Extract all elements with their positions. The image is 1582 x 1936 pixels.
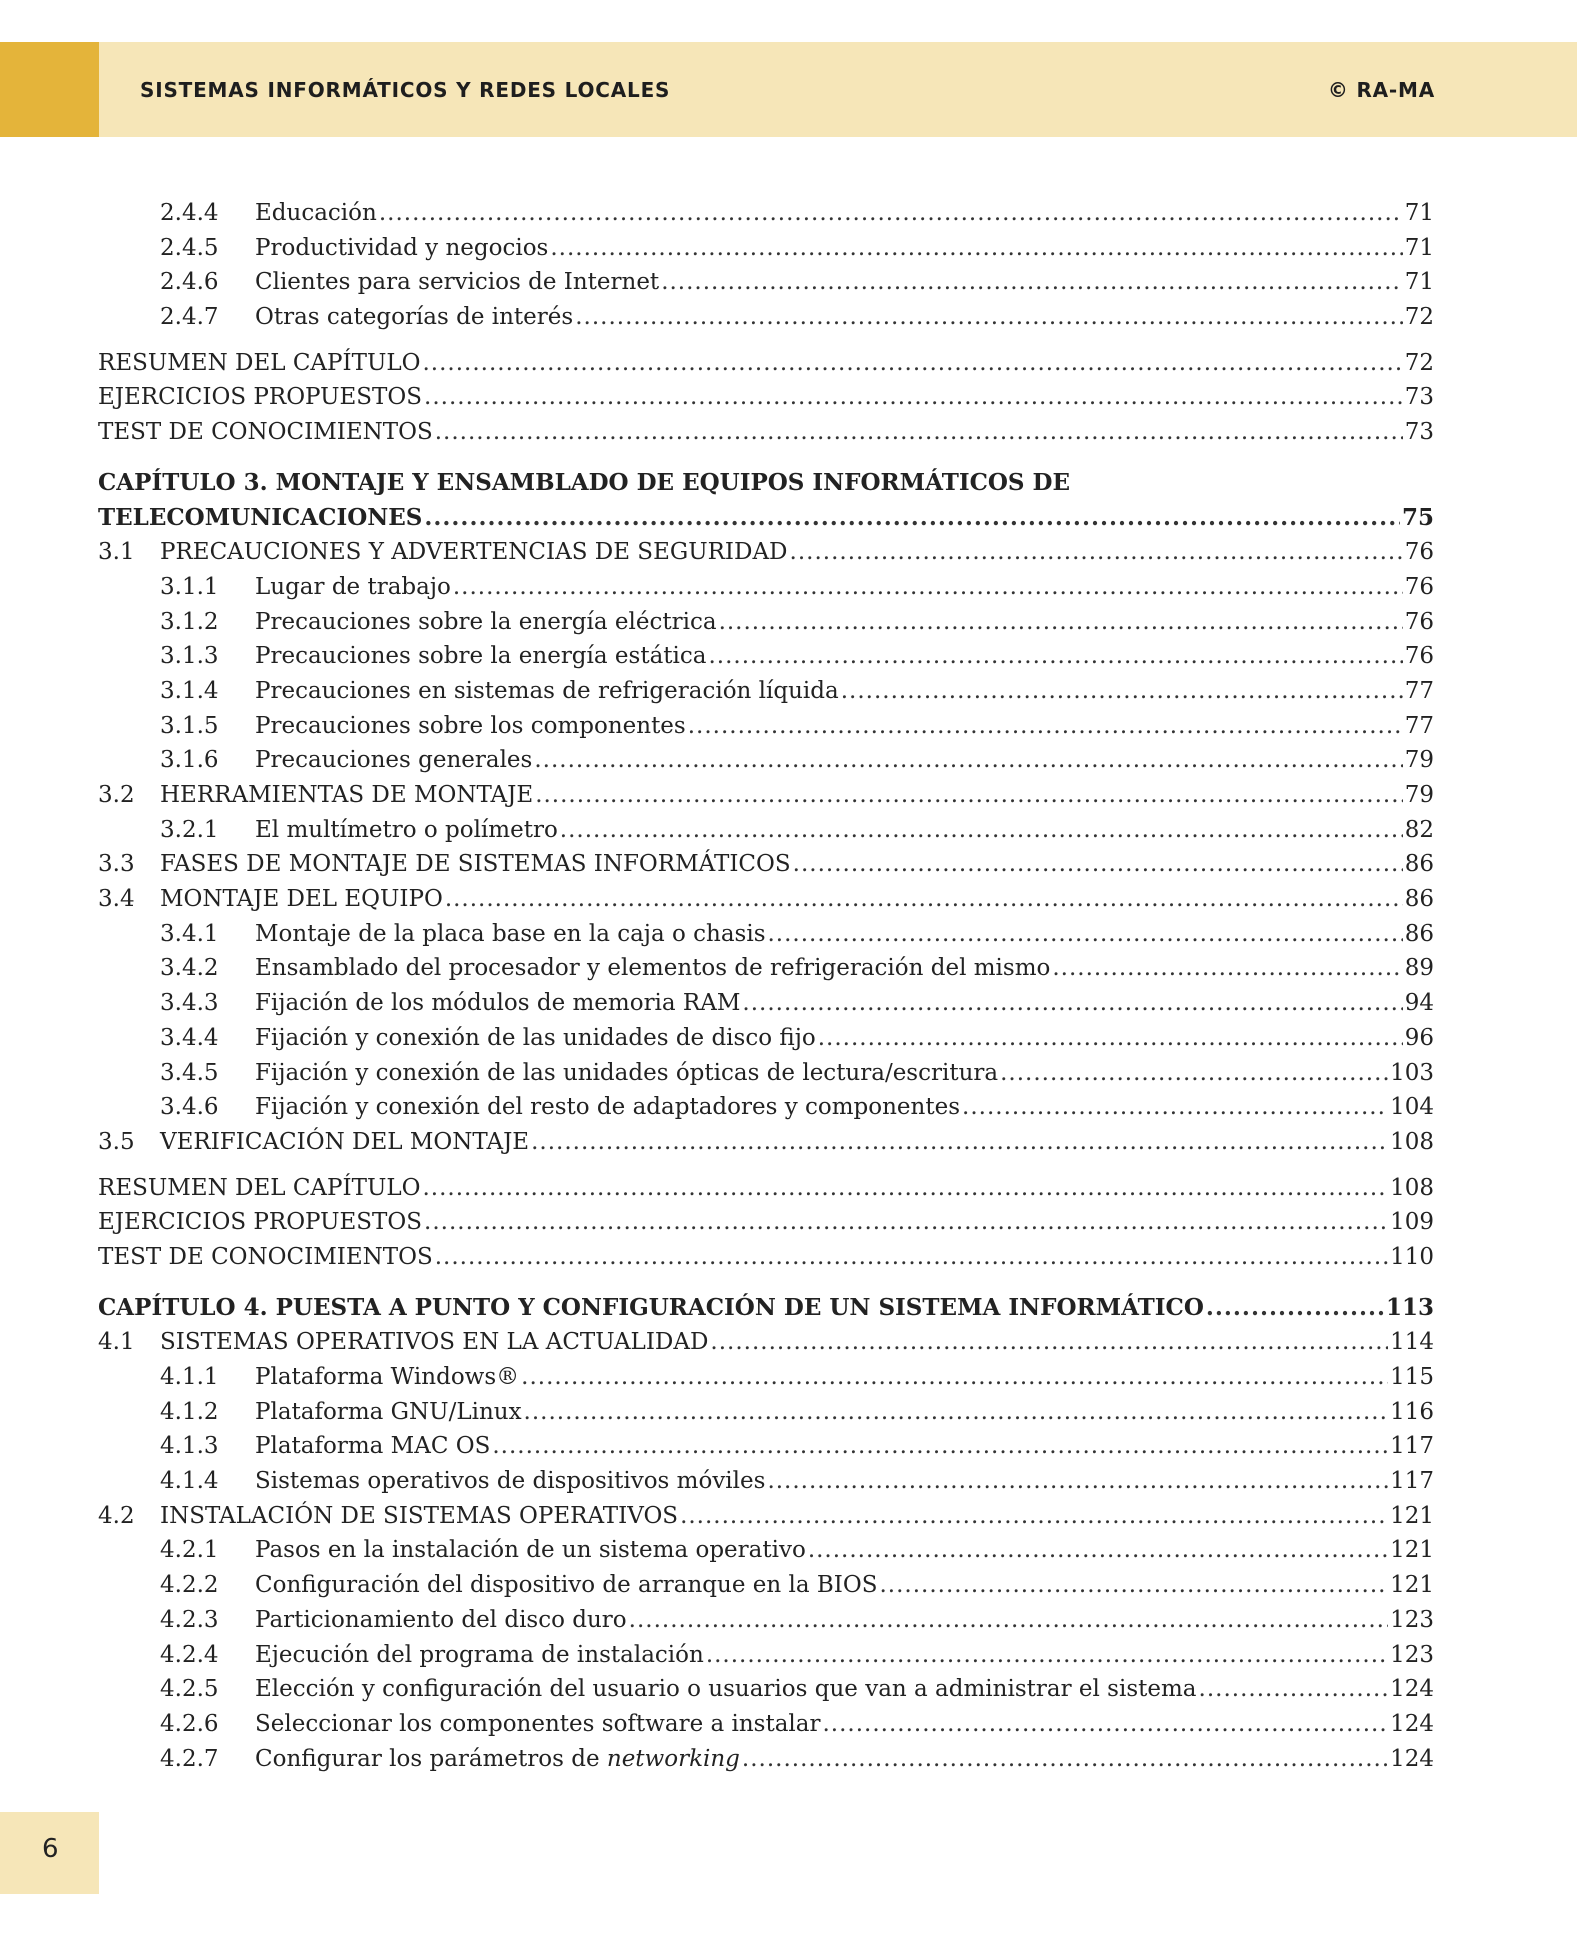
toc-page-number: 108 [1390,1128,1434,1155]
toc-entry-title: Particionamiento del disco duro [255,1606,627,1633]
toc-dot-leader [841,674,1403,709]
toc-page-number: 103 [1390,1059,1434,1086]
toc-entry-number: 4.2.1 [160,1537,219,1564]
toc-dot-leader [422,346,1402,381]
toc-dot-leader [768,917,1403,952]
toc-entry-number: 4.2.2 [160,1572,219,1599]
toc-subsection-entry [98,1707,1434,1742]
toc-entry-number: 4.2.5 [160,1676,219,1703]
toc-page-number: 86 [1404,920,1434,947]
toc-dot-leader [424,1205,1388,1240]
toc-entry-number: 3.2 [98,782,135,808]
toc-entry-line [255,813,1434,848]
toc-subsection-entry [98,265,1434,300]
toc-dot-leader [706,1638,1388,1673]
toc-dot-leader [521,1360,1388,1395]
toc-entry-title: Precauciones generales [255,747,533,774]
toc-entry-line [255,1464,1434,1499]
toc-entry-title-emphasis: networking [606,1745,740,1772]
toc-entry-line [255,231,1434,266]
toc-page-number: 121 [1390,1502,1434,1529]
toc-entry-title: INSTALACIÓN DE SISTEMAS OPERATIVOS [160,1502,679,1529]
toc-entry-title: Precauciones sobre la energía eléctrica [255,608,717,635]
toc-entry-line [255,605,1434,640]
toc-entry-title: Fijación y conexión de las unidades de disco fijo [255,1024,816,1051]
toc-page-number: 77 [1404,712,1434,739]
toc-dot-leader [767,1464,1388,1499]
toc-dot-leader [524,1395,1389,1430]
toc-entry-title: Educación [255,200,377,226]
toc-entry-number: 3.1.6 [160,747,219,774]
toc-entry-title: Clientes para servicios de Internet [255,269,660,296]
toc-chapter-end-entry [98,1171,1434,1206]
toc-chapter-end-entry [98,415,1434,450]
toc-entry-line [98,1291,1434,1326]
toc-entry-title: SISTEMAS OPERATIVOS EN LA ACTUALIDAD [160,1329,709,1356]
toc-subsection-entry [98,570,1434,605]
toc-page-number: 123 [1390,1641,1434,1668]
toc-page-number: 79 [1404,782,1434,808]
toc-entry-line [160,882,1434,917]
toc-subsection-entry [98,951,1434,986]
toc-entry-number: 3.3 [98,851,135,878]
toc-page-number: 109 [1390,1209,1434,1236]
toc-entry-line [160,1499,1434,1534]
toc-page-number: 121 [1390,1572,1434,1599]
toc-entry-line [255,743,1434,778]
toc-entry-number: 3.1.5 [160,712,219,739]
toc-dot-leader [560,813,1403,848]
toc-entry-title: Fijación y conexión de las unidades ópticas de lectura/escritura [255,1059,999,1086]
toc-chapter-entry [98,1291,1434,1326]
toc-entry-number: 4.1.3 [160,1433,219,1460]
toc-dot-leader [422,1171,1388,1206]
toc-dot-leader [531,1125,1388,1160]
toc-chapter-end-entry [98,1205,1434,1240]
toc-entry-title: Lugar de trabajo [255,573,451,600]
toc-entry-title: Elección y configuración del usuario o usuarios que van a administrar el sistema [255,1676,1197,1703]
toc-page-number: 104 [1390,1094,1434,1121]
toc-entry-number: 3.4.5 [160,1059,219,1086]
toc-entry-title: EJERCICIOS PROPUESTOS [98,1209,423,1236]
toc-page-number: 124 [1390,1710,1434,1737]
toc-entry-title: Ensamblado del procesador y elementos de refrigeración del mismo [255,955,1051,982]
toc-entry-line [255,1533,1434,1568]
toc-entry-number: 3.1.2 [160,608,219,635]
toc-page-number: 76 [1404,608,1434,635]
toc-page-number: 117 [1390,1433,1434,1460]
toc-entry-line [255,986,1434,1021]
toc-dot-leader [742,1742,1388,1777]
toc-page-number: 71 [1404,234,1434,261]
toc-entry-title: Seleccionar los componentes software a instalar [255,1710,821,1737]
toc-subsection-entry [98,196,1434,231]
toc-entry-number: 2.4.4 [160,200,219,226]
toc-entry-title: TEST DE CONOCIMIENTOS [98,419,433,446]
toc-page-number: 116 [1390,1398,1434,1425]
toc-section-entry [98,882,1434,917]
toc-entry-title: Plataforma GNU/Linux [255,1398,522,1425]
toc-entry-title: Configuración del dispositivo de arranque en la BIOS [255,1572,878,1599]
toc-entry-line [98,1240,1434,1275]
toc-section-entry [98,778,1434,813]
toc-entry-number: 3.4.1 [160,920,219,947]
toc-entry-line [255,1395,1434,1430]
toc-page-number: 117 [1390,1468,1434,1495]
toc-entry-line [255,265,1434,300]
toc-chapter-entry [98,501,1434,536]
page-number: 6 [42,1834,59,1864]
toc-entry-line [98,501,1434,536]
toc-dot-leader [823,1707,1389,1742]
toc-dot-leader [1206,1291,1384,1326]
toc-page-number: 71 [1404,269,1434,296]
toc-entry-line [255,1672,1434,1707]
header-color-tab [0,42,99,137]
toc-page-number: 77 [1404,677,1434,704]
toc-page-number: 79 [1404,747,1434,774]
toc-dot-leader [790,535,1403,570]
toc-page-number: 115 [1390,1364,1434,1390]
toc-subsection-entry [98,1672,1434,1707]
toc-entry-number: 4.2.3 [160,1606,219,1633]
toc-entry-title: FASES DE MONTAJE DE SISTEMAS INFORMÁTICOS [160,851,791,878]
toc-entry-line [255,639,1434,674]
toc-subsection-entry [98,917,1434,952]
toc-page-number: 123 [1390,1606,1434,1633]
toc-chapter-end-entry [98,380,1434,415]
toc-dot-leader [629,1603,1388,1638]
toc-entry-number: 3.4 [98,886,135,913]
toc-entry-number: 3.5 [98,1128,135,1155]
toc-chapter-title-line1: CAPÍTULO 3. MONTAJE Y ENSAMBLADO DE EQUIPOS INFORMÁTICOS DE [98,468,1071,496]
toc-dot-leader [445,882,1403,917]
toc-entry-number: 3.4.3 [160,990,219,1017]
toc-subsection-entry [98,674,1434,709]
toc-entry-number: 3.4.2 [160,955,219,982]
running-header-publisher: © RA-MA [1327,78,1435,102]
toc-dot-leader [719,605,1403,640]
toc-subsection-entry [98,1742,1434,1777]
toc-entry-line [255,1056,1434,1091]
toc-entry-line [255,300,1434,335]
toc-page-number: 86 [1404,851,1434,878]
toc-entry-line [98,1205,1434,1240]
toc-dot-leader [688,709,1403,744]
toc-entry-number: 2.4.7 [160,304,219,331]
toc-entry-line [255,1429,1434,1464]
toc-dot-leader [1052,951,1402,986]
toc-entry-title: RESUMEN DEL CAPÍTULO [98,1174,421,1201]
toc-entry-title: Fijación de los módulos de memoria RAM [255,990,741,1017]
toc-subsection-entry [98,300,1434,335]
toc-entry-title: Ejecución del programa de instalación [255,1641,704,1668]
toc-entry-line [160,1325,1434,1360]
toc-entry-title: CAPÍTULO 4. PUESTA A PUNTO Y CONFIGURACIÓN DE UN SISTEMA INFORMÁTICO [98,1293,1204,1321]
toc-entry-title: Sistemas operativos de dispositivos móviles [255,1468,766,1495]
toc-entry-number: 4.1.2 [160,1398,219,1425]
toc-entry-title: Plataforma Windows® [255,1364,520,1390]
toc-subsection-entry [98,605,1434,640]
toc-entry-number: 2.4.6 [160,269,219,296]
toc-page-number: 72 [1404,349,1434,376]
toc-entry-title: Precauciones sobre la energía estática [255,643,707,670]
toc-entry-line [98,346,1434,381]
toc-page-number: 75 [1401,503,1434,531]
toc-subsection-entry [98,813,1434,848]
toc-section-entry [98,535,1434,570]
toc-subsection-entry [98,1056,1434,1091]
toc-entry-number: 3.1.4 [160,677,219,704]
toc-dot-leader [742,986,1402,1021]
toc-dot-leader [534,743,1402,778]
toc-entry-title: Plataforma MAC OS [255,1433,491,1460]
toc-subsection-entry [98,743,1434,778]
toc-entry-line [160,535,1434,570]
toc-entry-number: 4.2.7 [160,1745,219,1772]
toc-dot-leader [879,1568,1388,1603]
toc-entry-number: 4.2 [98,1502,135,1529]
toc-entry-line [255,1603,1434,1638]
toc-section-entry [98,1499,1434,1534]
toc-subsection-entry [98,231,1434,266]
toc-page-number: 82 [1404,816,1434,843]
toc-entry-number: 4.2.6 [160,1710,219,1737]
toc-page-number: 72 [1404,304,1434,331]
toc-dot-leader [1000,1056,1388,1091]
toc-entry-line [160,847,1434,882]
toc-chapter-end-entry [98,1240,1434,1275]
toc-dot-leader [818,1021,1403,1056]
toc-page-number: 71 [1404,200,1434,226]
toc-entry-line [98,380,1434,415]
toc-entry-number: 3.1.3 [160,643,219,670]
toc-page-number: 89 [1404,955,1434,982]
toc-chapter-end-entry [98,346,1434,381]
toc-page-number: 86 [1404,886,1434,913]
toc-chapter-heading-line [98,466,1434,501]
toc-section-entry [98,847,1434,882]
toc-subsection-entry [98,639,1434,674]
toc-entry-number: 4.1.4 [160,1468,219,1495]
toc-subsection-entry [98,1568,1434,1603]
toc-subsection-entry [98,1464,1434,1499]
toc-entry-number: 3.1.1 [160,573,219,600]
toc-entry-title: Productividad y negocios [255,234,549,261]
toc-dot-leader [550,231,1402,266]
toc-dot-leader [424,501,1400,536]
toc-entry-line [255,1707,1434,1742]
toc-dot-leader [379,196,1403,231]
toc-entry-line [255,951,1434,986]
toc-entry-number: 3.4.6 [160,1094,219,1121]
toc-entry-title: Configurar los parámetros de networking [255,1745,740,1772]
toc-entry-number: 3.2.1 [160,816,219,843]
toc-entry-line [160,778,1434,813]
toc-entry-line [160,1125,1434,1160]
toc-subsection-entry [98,1360,1434,1395]
toc-page-number: 96 [1404,1024,1434,1051]
toc-subsection-entry [98,709,1434,744]
toc-dot-leader [435,1240,1388,1275]
toc-dot-leader [1199,1672,1389,1707]
toc-subsection-entry [98,1395,1434,1430]
toc-subsection-entry [98,1638,1434,1673]
toc-page-number: 124 [1390,1676,1434,1703]
toc-subsection-entry [98,1429,1434,1464]
toc-entry-line [255,1742,1434,1777]
toc-entry-number: 3.4.4 [160,1024,219,1051]
toc-page-number: 124 [1390,1745,1434,1772]
toc-dot-leader [424,380,1403,415]
toc-dot-leader [575,300,1403,335]
toc-subsection-entry [98,1021,1434,1056]
toc-entry-line [255,674,1434,709]
running-header-title: SISTEMAS INFORMÁTICOS Y REDES LOCALES [140,78,671,102]
toc-dot-leader [708,639,1402,674]
toc-entry-number: 4.1.1 [160,1364,219,1390]
toc-dot-leader [661,265,1403,300]
toc-dot-leader [808,1533,1388,1568]
toc-entry-title: EJERCICIOS PROPUESTOS [98,384,423,411]
toc-subsection-entry [98,1533,1434,1568]
toc-entry-line [255,709,1434,744]
toc-entry-title: TEST DE CONOCIMIENTOS [98,1243,433,1270]
toc-entry-number: 2.4.5 [160,234,219,261]
table-of-contents [98,196,1434,1776]
toc-page-number: 76 [1404,573,1434,600]
toc-entry-title: MONTAJE DEL EQUIPO [160,886,443,913]
toc-dot-leader [492,1429,1388,1464]
toc-entry-title: El multímetro o polímetro [255,816,558,843]
toc-entry-line [98,1171,1434,1206]
toc-entry-number: 3.1 [98,539,135,566]
toc-page-number: 94 [1404,990,1434,1017]
toc-entry-line [255,1090,1434,1125]
toc-entry-title: Montaje de la placa base en la caja o chasis [255,920,766,947]
toc-page-number: 76 [1404,643,1434,670]
toc-entry-title: VERIFICACIÓN DEL MONTAJE [160,1128,530,1155]
toc-entry-title: Precauciones sobre los componentes [255,712,686,739]
toc-entry-number: 4.2.4 [160,1641,219,1668]
toc-dot-leader [962,1090,1388,1125]
toc-subsection-entry [98,986,1434,1021]
toc-section-entry [98,1125,1434,1160]
toc-entry-title: RESUMEN DEL CAPÍTULO [98,349,421,376]
toc-entry-line [255,917,1434,952]
toc-entry-title: Precauciones en sistemas de refrigeración líquida [255,677,839,704]
toc-entry-line [255,196,1434,231]
toc-entry-title: Otras categorías de interés [255,304,574,331]
toc-entry-line [98,415,1434,450]
toc-dot-leader [453,570,1403,605]
toc-entry-title: Fijación y conexión del resto de adaptadores y componentes [255,1094,961,1121]
toc-page-number: 121 [1390,1537,1434,1564]
toc-entry-title: PRECAUCIONES Y ADVERTENCIAS DE SEGURIDAD [160,539,788,566]
toc-entry-title: Pasos en la instalación de un sistema operativo [255,1537,806,1564]
toc-entry-line [255,1638,1434,1673]
toc-entry-line [255,570,1434,605]
toc-dot-leader [535,778,1403,813]
toc-dot-leader [793,847,1403,882]
toc-page-number: 73 [1404,384,1434,411]
toc-page-number: 76 [1404,539,1434,566]
toc-subsection-entry [98,1090,1434,1125]
toc-page-number: 108 [1390,1174,1434,1201]
toc-page-number: 113 [1385,1293,1434,1321]
toc-section-entry [98,1325,1434,1360]
toc-dot-leader [435,415,1403,450]
toc-page-number: 110 [1390,1243,1434,1270]
toc-entry-line [255,1360,1434,1395]
toc-dot-leader [710,1325,1388,1360]
toc-page-number: 73 [1404,419,1434,446]
toc-entry-line [255,1568,1434,1603]
toc-entry-title: HERRAMIENTAS DE MONTAJE [160,782,534,808]
toc-entry-line [255,1021,1434,1056]
toc-entry-number: 4.1 [98,1329,135,1356]
toc-page-number: 114 [1390,1329,1434,1356]
toc-dot-leader [680,1499,1388,1534]
toc-entry-title: TELECOMUNICACIONES [98,503,423,531]
toc-subsection-entry [98,1603,1434,1638]
